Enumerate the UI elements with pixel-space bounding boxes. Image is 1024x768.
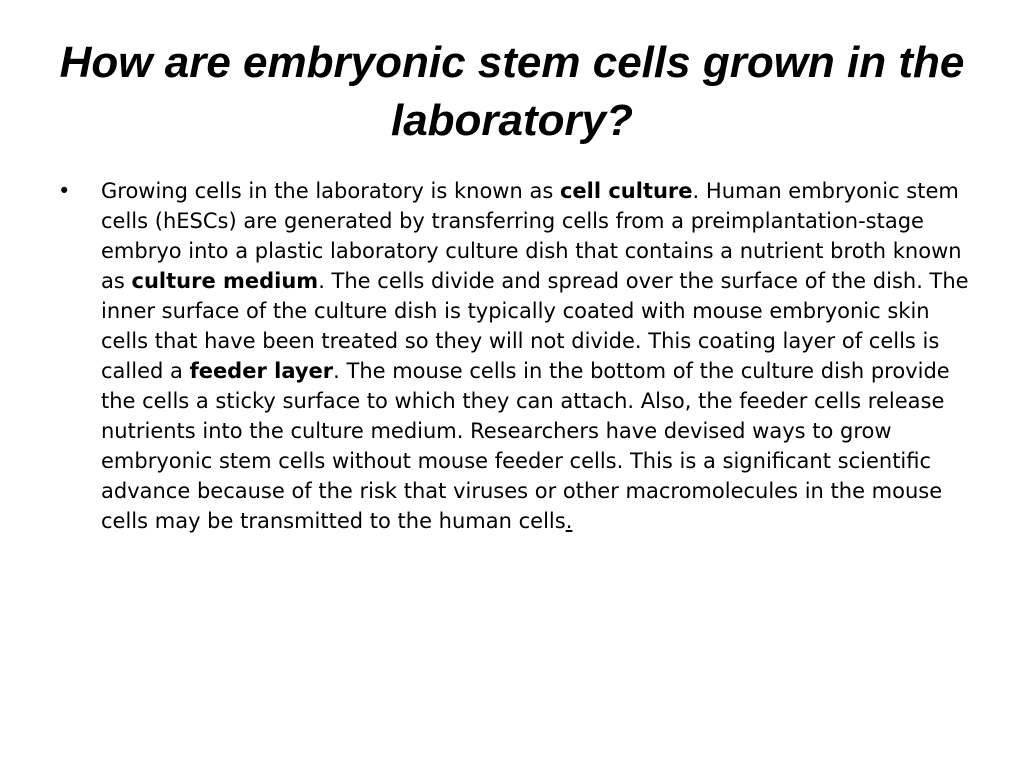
term-feeder-layer: feeder layer	[189, 359, 334, 383]
bullet-paragraph	[101, 176, 976, 536]
paragraph-end-period: .	[565, 509, 573, 533]
slide-title: How are embryonic stem cells grown in the laboratory?	[59, 38, 965, 145]
paragraph-text-2: . Human embryonic stem cells (hESCs) are generated by transferring cells from a preimplantation-stage embryo into a plastic laboratory culture dish that contains a nutrient broth known as	[101, 179, 962, 293]
bullet-icon: •	[58, 179, 71, 203]
bullet-item	[58, 176, 976, 536]
paragraph-text-1: Growing cells in the laboratory is known as	[101, 179, 560, 203]
paragraph-text-3: . The cells divide and spread over the surface of the dish. The inner surface of the culture dish is typically coated with mouse embryonic skin cells that have been treated so they will not divide. This coating layer of cells is called a	[101, 269, 969, 383]
slide-body	[58, 176, 976, 536]
paragraph-text-4: . The mouse cells in the bottom of the culture dish provide the cells a sticky surface to which they can attach. Also, the feeder cells release nutrients into the culture medium. Researchers have devised ways to grow embryonic stem cells without mouse feeder cells. This is a significant scientific advance because of the risk that viruses or other macromolecules in the mouse cells may be transmitted to the human cells	[101, 359, 950, 533]
term-cell-culture: cell culture	[559, 179, 693, 203]
term-culture-medium: culture medium	[131, 269, 319, 293]
